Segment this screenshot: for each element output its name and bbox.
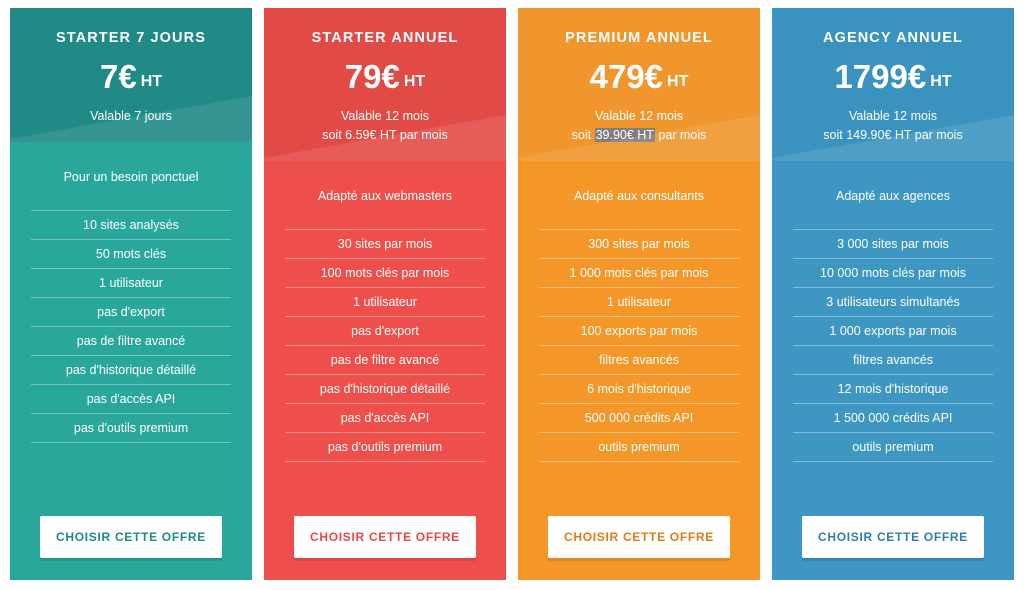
plan-body bbox=[518, 161, 760, 581]
list-item: pas d'export bbox=[31, 297, 231, 326]
list-item: pas d'historique détaillé bbox=[31, 355, 231, 384]
list-item: pas d'outils premium bbox=[31, 413, 231, 443]
plan-card-premium-annuel[interactable] bbox=[518, 8, 760, 580]
list-item: 100 exports par mois bbox=[539, 316, 739, 345]
list-item: 1 utilisateur bbox=[285, 287, 485, 316]
list-item: 1 500 000 crédits API bbox=[793, 403, 993, 432]
list-item: 6 mois d'historique bbox=[539, 374, 739, 403]
list-item: 10 sites analysés bbox=[31, 210, 231, 239]
list-item: 500 000 crédits API bbox=[539, 403, 739, 432]
plan-feature-list bbox=[24, 210, 238, 443]
plan-validity-line-1: Valable 12 mois bbox=[340, 109, 429, 123]
list-item: 1 000 mots clés par mois bbox=[539, 258, 739, 287]
plan-price bbox=[786, 60, 1000, 93]
plan-header bbox=[264, 8, 506, 161]
list-item: pas d'accès API bbox=[31, 384, 231, 413]
list-item: 3 utilisateurs simultanés bbox=[793, 287, 993, 316]
plan-validity-line-2: soit 6.59€ HT par mois bbox=[322, 127, 448, 142]
plan-card-starter-7-jours[interactable] bbox=[10, 8, 252, 580]
plan-cta-container bbox=[532, 490, 746, 580]
choose-offer-button[interactable]: CHOISIR CETTE OFFRE bbox=[548, 516, 730, 558]
plan-price-ht-label: HT bbox=[667, 73, 689, 90]
plan-body bbox=[264, 161, 506, 581]
plan-target-audience: Adapté aux agences bbox=[836, 188, 950, 203]
list-item: 10 000 mots clés par mois bbox=[793, 258, 993, 287]
plan-title: STARTER 7 JOURS bbox=[56, 30, 206, 46]
list-item: 1 utilisateur bbox=[539, 287, 739, 316]
plan-validity-suffix: par mois bbox=[654, 127, 707, 142]
plan-target-audience: Adapté aux consultants bbox=[574, 188, 704, 203]
list-item: outils premium bbox=[539, 432, 739, 462]
plan-target-audience: Adapté aux webmasters bbox=[317, 188, 453, 203]
list-item: pas d'export bbox=[285, 316, 485, 345]
plan-price-ht-label: HT bbox=[403, 73, 426, 90]
plan-title: AGENCY ANNUEL bbox=[823, 30, 963, 46]
plan-cta-container bbox=[278, 490, 492, 580]
choose-offer-button[interactable]: CHOISIR CETTE OFFRE bbox=[40, 516, 222, 558]
choose-offer-button[interactable]: CHOISIR CETTE OFFRE bbox=[802, 516, 984, 558]
plan-header bbox=[518, 8, 760, 161]
list-item: 300 sites par mois bbox=[539, 229, 739, 258]
plan-validity-line-1: Valable 7 jours bbox=[90, 109, 172, 123]
plan-price-amount: 7€ bbox=[99, 58, 137, 95]
list-item: outils premium bbox=[793, 432, 993, 462]
plan-validity-line-2 bbox=[532, 126, 746, 145]
plan-price-amount: 79€ bbox=[344, 58, 400, 95]
list-item: filtres avancés bbox=[793, 345, 993, 374]
plan-validity-line-2: soit 149.90€ HT par mois bbox=[823, 127, 963, 142]
plan-price-amount: 479€ bbox=[589, 58, 664, 95]
plan-validity-line-1: Valable 12 mois bbox=[594, 109, 683, 123]
plan-cta-container bbox=[786, 490, 1000, 580]
plan-price bbox=[24, 60, 238, 93]
list-item: filtres avancés bbox=[539, 345, 739, 374]
list-item: 1 utilisateur bbox=[31, 268, 231, 297]
plan-validity bbox=[278, 107, 492, 145]
plan-price-amount: 1799€ bbox=[834, 58, 927, 95]
plan-cta-container bbox=[24, 490, 238, 580]
list-item: pas de filtre avancé bbox=[31, 326, 231, 355]
plan-header bbox=[10, 8, 252, 142]
plan-validity-line-1: Valable 12 mois bbox=[848, 109, 937, 123]
list-item: 50 mots clés bbox=[31, 239, 231, 268]
plan-feature-list bbox=[278, 229, 492, 462]
plan-validity-prefix: soit bbox=[571, 127, 595, 142]
plan-validity-highlight: 39.90€ HT bbox=[595, 127, 654, 142]
list-item: 12 mois d'historique bbox=[793, 374, 993, 403]
list-item: 100 mots clés par mois bbox=[285, 258, 485, 287]
plan-target-audience: Pour un besoin ponctuel bbox=[63, 169, 199, 184]
plan-title: PREMIUM ANNUEL bbox=[565, 30, 713, 46]
list-item: 30 sites par mois bbox=[285, 229, 485, 258]
plan-header bbox=[772, 8, 1014, 161]
plan-body bbox=[772, 161, 1014, 581]
plan-card-agency-annuel[interactable] bbox=[772, 8, 1014, 580]
choose-offer-button[interactable]: CHOISIR CETTE OFFRE bbox=[294, 516, 476, 558]
plan-validity bbox=[24, 107, 238, 126]
plan-validity bbox=[532, 107, 746, 145]
plan-feature-list bbox=[532, 229, 746, 462]
list-item: pas d'accès API bbox=[285, 403, 485, 432]
plan-price-ht-label: HT bbox=[930, 73, 952, 90]
plan-price bbox=[278, 60, 492, 93]
list-item: 1 000 exports par mois bbox=[793, 316, 993, 345]
list-item: 3 000 sites par mois bbox=[793, 229, 993, 258]
plan-feature-list bbox=[786, 229, 1000, 462]
plan-price bbox=[532, 60, 746, 93]
list-item: pas de filtre avancé bbox=[285, 345, 485, 374]
list-item: pas d'historique détaillé bbox=[285, 374, 485, 403]
plan-title: STARTER ANNUEL bbox=[311, 30, 459, 46]
plan-card-starter-annuel[interactable] bbox=[264, 8, 506, 580]
plan-body bbox=[10, 142, 252, 580]
plan-validity bbox=[786, 107, 1000, 145]
plan-price-ht-label: HT bbox=[140, 73, 163, 90]
list-item: pas d'outils premium bbox=[285, 432, 485, 462]
